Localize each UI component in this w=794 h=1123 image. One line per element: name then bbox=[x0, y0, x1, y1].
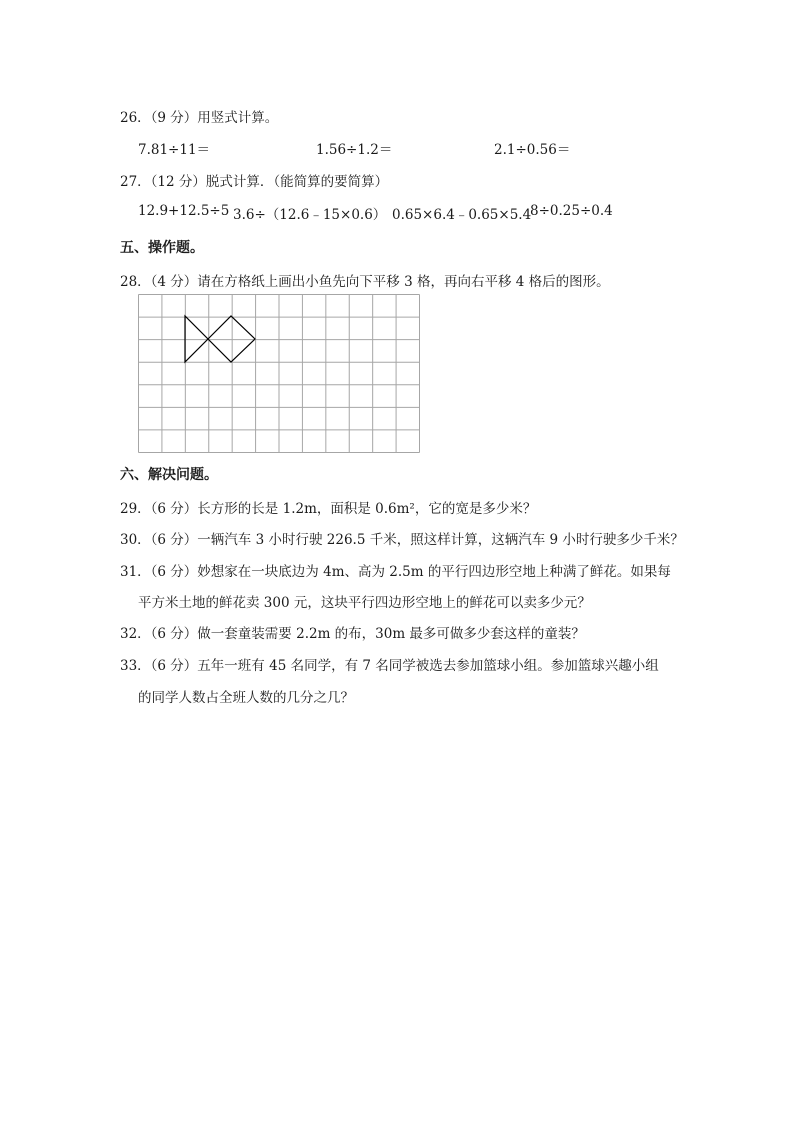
q27-item-1: 12.9+12.5÷5 bbox=[138, 203, 230, 219]
q32: 32．（6 分）做一套童装需要 2.2m 的布，30m 最多可做多少套这样的童装？ bbox=[120, 626, 585, 642]
q27-item-4: 8÷0.25÷0.4 bbox=[530, 203, 613, 219]
section-5-title: 五、操作题。 bbox=[120, 240, 204, 256]
q27-item-2: 3.6÷（12.6﹣15×0.6） bbox=[233, 207, 387, 223]
q27-heading: 27．（12 分）脱式计算．（能简算的要简算） bbox=[120, 174, 389, 190]
q26-item-1: 7.81÷11＝ bbox=[138, 142, 211, 158]
q33-line-2: 的同学人数占全班人数的几分之几？ bbox=[138, 690, 354, 706]
section-6-title: 六、解决问题。 bbox=[120, 467, 218, 483]
q26-item-2: 1.56÷1.2＝ bbox=[316, 142, 393, 158]
grid-svg bbox=[138, 294, 420, 453]
fish-body bbox=[208, 316, 255, 362]
q27-item-3: 0.65×6.4﹣0.65×5.4 bbox=[392, 207, 532, 223]
q28-heading: 28．（4 分）请在方格纸上画出小鱼先向下平移 3 格，再向右平移 4 格后的图形。 bbox=[120, 274, 610, 290]
fish-tail bbox=[185, 316, 208, 362]
q31-line-1: 31．（6 分）妙想家在一块底边为 4m、高为 2.5m 的平行四边形空地上种满了鲜花。如果每 bbox=[120, 564, 671, 580]
square-grid bbox=[138, 294, 420, 453]
fish-figure bbox=[185, 316, 255, 362]
q26-item-3: 2.1÷0.56＝ bbox=[494, 142, 571, 158]
q29: 29．（6 分）长方形的长是 1.2m，面积是 0.6m²，它的宽是多少米？ bbox=[120, 501, 537, 517]
q33-line-1: 33．（6 分）五年一班有 45 名同学，有 7 名同学被选去参加篮球小组。参加篮球兴趣小组 bbox=[120, 658, 659, 674]
q31-line-2: 平方米土地的鲜花卖 300 元，这块平行四边形空地上的鲜花可以卖多少元？ bbox=[138, 595, 591, 611]
q30: 30．（6 分）一辆汽车 3 小时行驶 226.5 千米，照这样计算，这辆汽车 9 小时行驶多少千米？ bbox=[120, 532, 684, 548]
grid-lines bbox=[139, 295, 420, 453]
q26-heading: 26．（9 分）用竖式计算。 bbox=[120, 110, 279, 126]
